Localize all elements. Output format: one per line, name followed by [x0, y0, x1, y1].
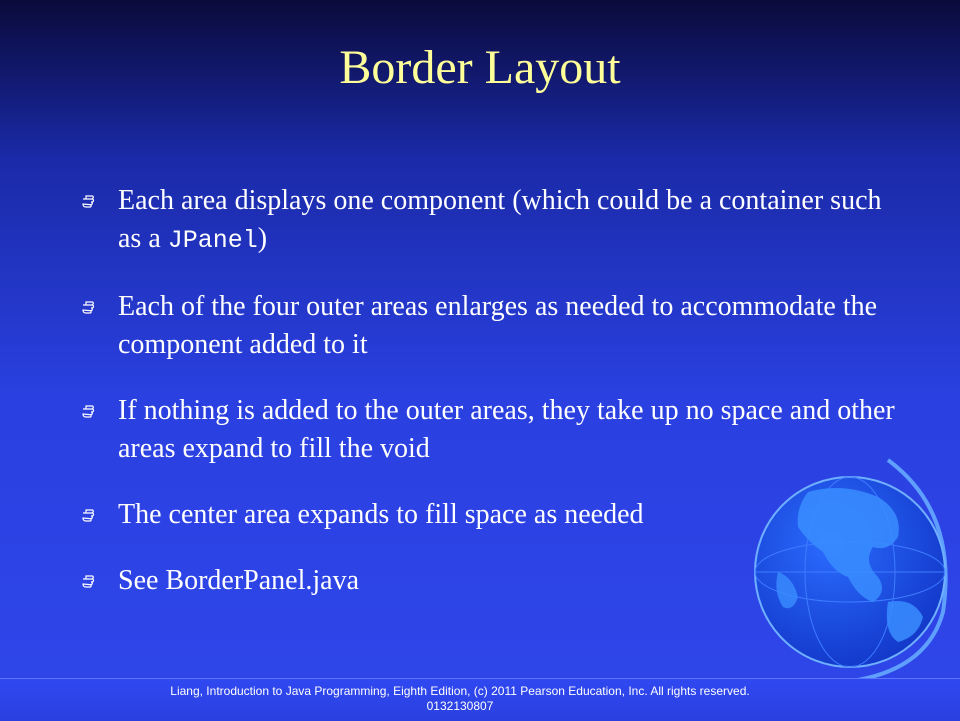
- pointing-hand-icon: [82, 402, 100, 420]
- footer-copyright: Liang, Introduction to Java Programming, Eighth Edition, (c) 2011 Pearson Education, Inc. All rights reserved. 0132130807: [170, 684, 750, 713]
- pointing-hand-icon: [82, 298, 100, 316]
- bullet-text: The center area expands to fill space as needed: [118, 499, 644, 530]
- slide-title: Border Layout: [339, 41, 621, 94]
- code-jpanel: JPanel: [167, 226, 258, 255]
- pointing-hand-icon: [82, 192, 100, 210]
- pointing-hand-icon: [82, 506, 100, 524]
- bullet-text: Each area displays one component (which could be a container such as a JPanel): [118, 185, 882, 255]
- bullet-item: [80, 182, 900, 260]
- bullet-text: Each of the four outer areas enlarges as needed to accommodate the component added to it: [118, 291, 878, 360]
- globe-icon: [738, 452, 960, 682]
- bullet-text: See BorderPanel.java: [118, 565, 360, 596]
- bullet-text: If nothing is added to the outer areas, they take up no space and other areas expand to fill the void: [118, 395, 895, 464]
- pointing-hand-icon: [82, 572, 100, 590]
- bullet-item: [80, 288, 900, 364]
